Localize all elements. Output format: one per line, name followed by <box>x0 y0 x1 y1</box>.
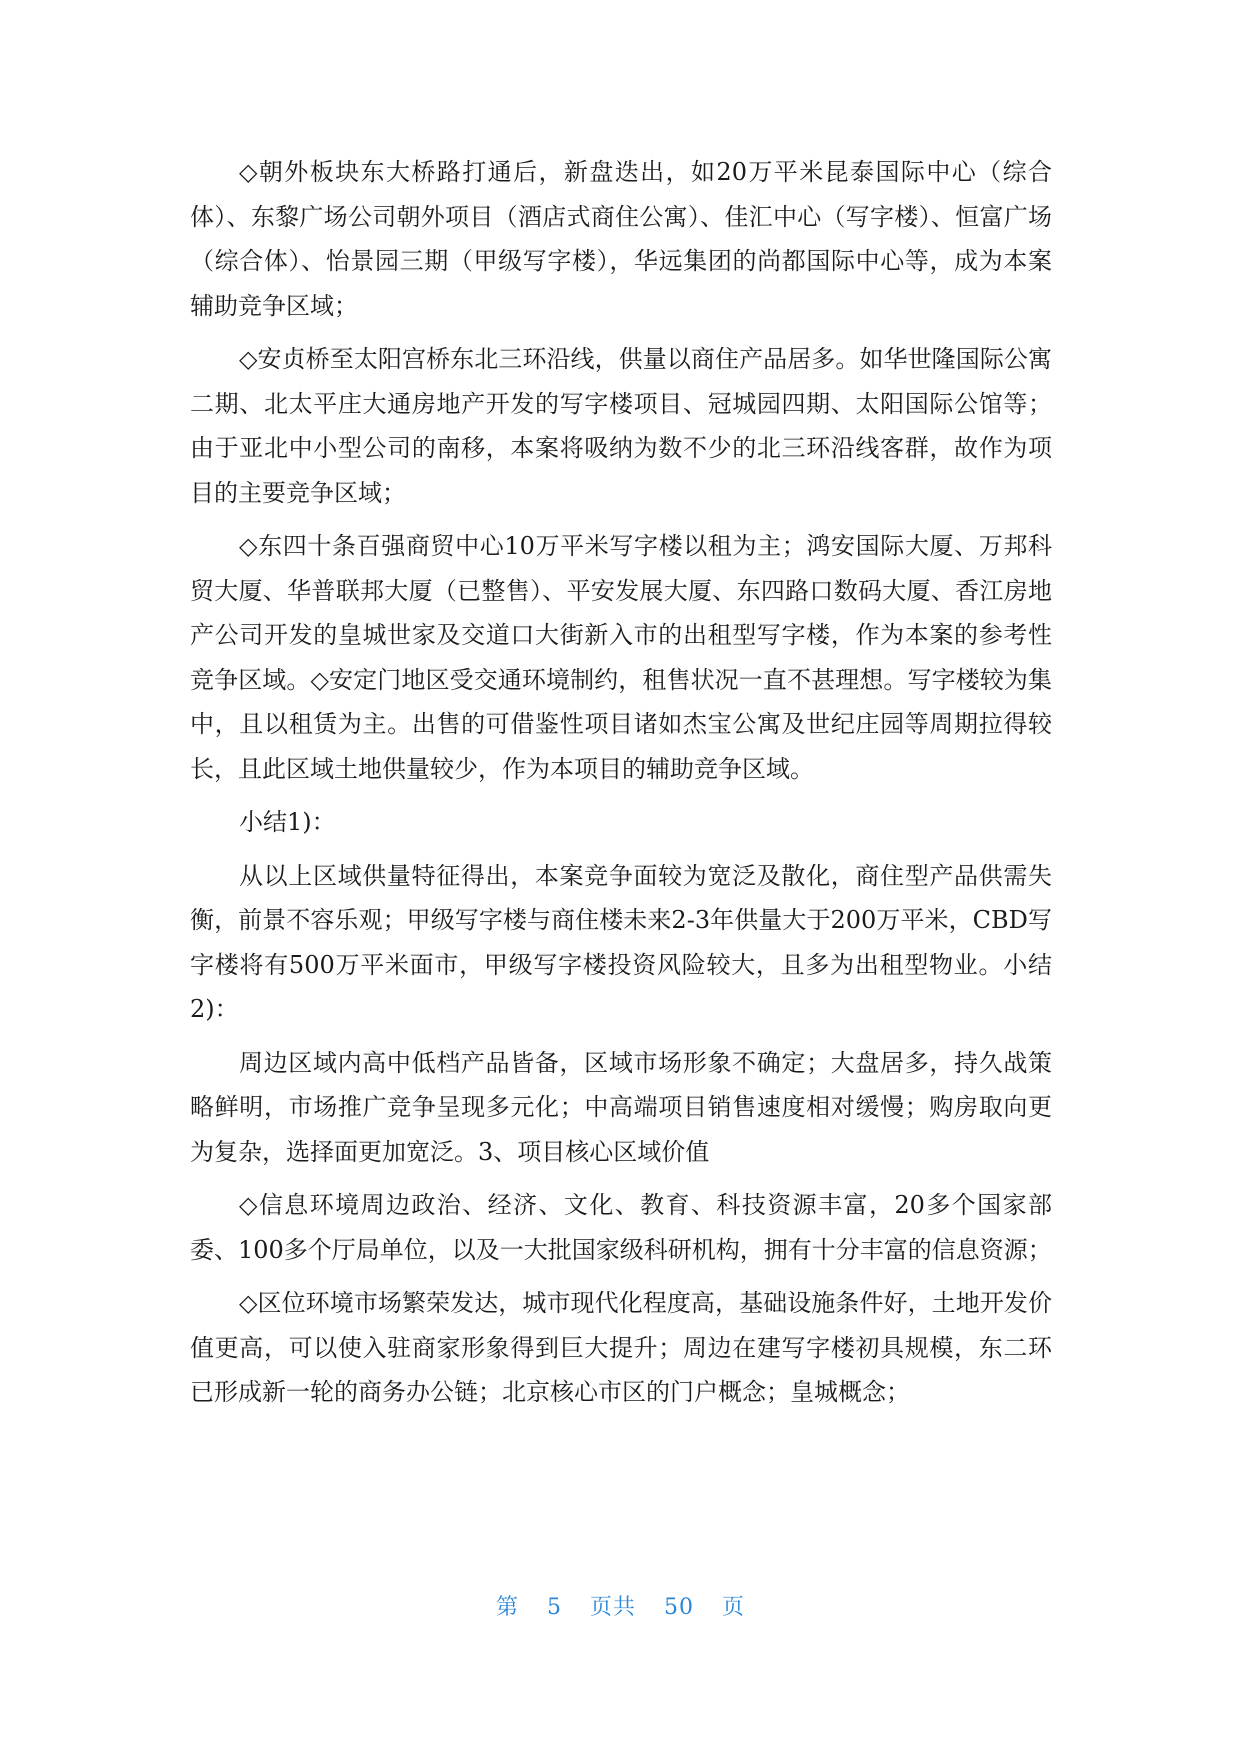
document-body <box>190 150 1052 1424</box>
paragraph-dongsi: ◇东四十条百强商贸中心10万平米写字楼以租为主；鸿安国际大厦、万邦科贸大厦、华普联邦大厦（已整售）、平安发展大厦、东四路口数码大厦、香江房地产公司开发的皇城世家及交道口大街新入市的出租型写字楼，作为本案的参考性竞争区域。◇安定门地区受交通环境制约，租售状况一直不甚理想。写字楼较为集中，且以租赁为主。出售的可借鉴性项目诸如杰宝公寓及世纪庄园等周期拉得较长，且此区域土地供量较少，作为本项目的辅助竞争区域。 <box>190 532 1052 783</box>
footer-current-page: 5 <box>546 1595 562 1620</box>
paragraph-anzhen: ◇安贞桥至太阳宫桥东北三环沿线，供量以商住产品居多。如华世隆国际公寓二期、北太平庄大通房地产开发的写字楼项目、冠城园四期、太阳国际公馆等；由于亚北中小型公司的南移，本案将吸纳为数不少的北三环沿线客群，故作为项目的主要竞争区域； <box>190 345 1052 507</box>
paragraph-summary-1-heading: 小结1)： <box>239 808 336 836</box>
footer-total-pages: 50 <box>664 1595 694 1620</box>
paragraph-location-environment: ◇区位环境市场繁荣发达，城市现代化程度高，基础设施条件好，土地开发价值更高，可以使入驻商家形象得到巨大提升；周边在建写字楼初具规模，东二环已形成新一轮的商务办公链；北京核心市区的门户概念；皇城概念； <box>190 1289 1052 1406</box>
footer-suffix: 页 <box>722 1595 746 1620</box>
paragraph-summary-2: 周边区域内高中低档产品皆备，区域市场形象不确定；大盘居多，持久战策略鲜明，市场推广竞争呈现多元化；中高端项目销售速度相对缓慢；购房取向更为复杂，选择面更加宽泛。3、项目核心区域价值 <box>190 1048 1052 1166</box>
paragraph-info-environment: ◇信息环境周边政治、经济、文化、教育、科技资源丰富，20多个国家部委、100多个厅局单位，以及一大批国家级科研机构，拥有十分丰富的信息资源； <box>190 1191 1052 1264</box>
paragraph-summary-1: 从以上区域供量特征得出，本案竞争面较为宽泛及散化，商住型产品供需失衡，前景不容乐观；甲级写字楼与商住楼未来2-3年供量大于200万平米，CBD写字楼将有500万平米面市，甲级写字楼投资风险较大，且多为出租型物业。小结2)： <box>190 861 1052 1023</box>
page-footer <box>0 1590 1241 1621</box>
footer-prefix: 第 <box>495 1595 519 1620</box>
paragraph-chaowai: ◇朝外板块东大桥路打通后，新盘迭出，如20万平米昆泰国际中心（综合体）、东黎广场公司朝外项目（酒店式商住公寓）、佳汇中心（写字楼）、恒富广场（综合体）、怡景园三期（甲级写字楼），华远集团的尚都国际中心等，成为本案辅助竞争区域； <box>190 158 1052 320</box>
footer-middle: 页共 <box>589 1595 636 1620</box>
